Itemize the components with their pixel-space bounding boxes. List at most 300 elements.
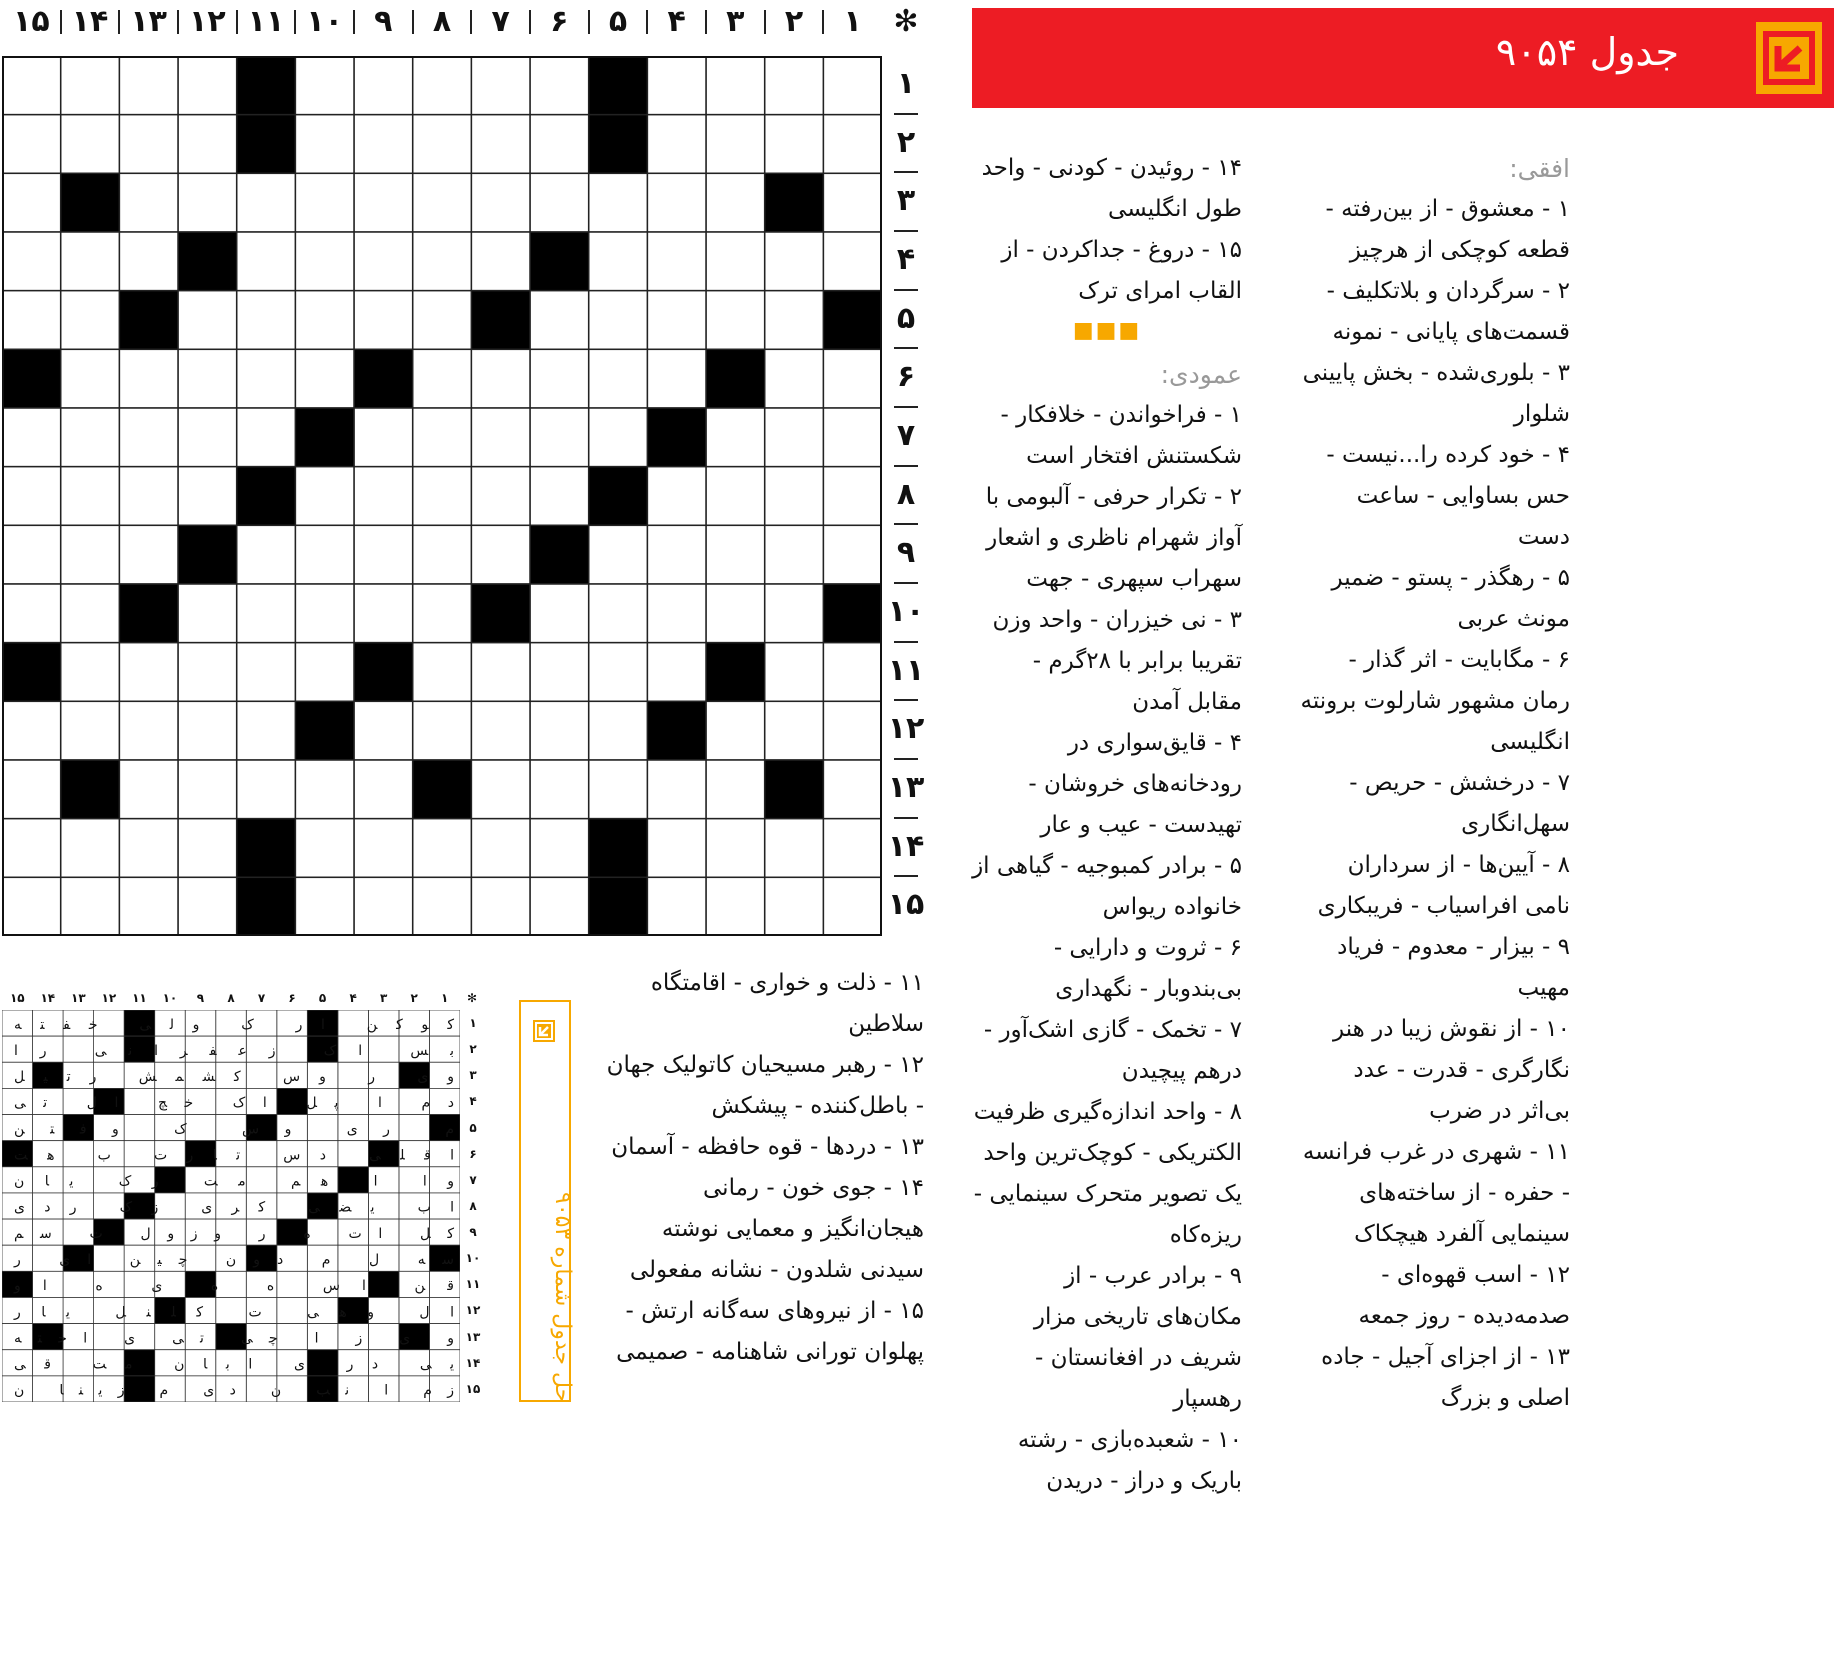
grid-cell[interactable] [295,525,354,584]
solution-cell [429,1062,460,1088]
column-number: ۱ [843,4,862,39]
grid-cell[interactable] [471,760,530,819]
grid-cell[interactable] [354,877,413,936]
grid-cell[interactable] [237,643,296,702]
solution-row-text: ال وهی ت کلنل یار [14,1304,454,1321]
solution-row-number: ۵ [469,1120,477,1135]
grid-cell[interactable] [706,701,765,760]
grid-cell[interactable] [530,173,589,232]
grid-cell[interactable] [530,349,589,408]
grid-cell[interactable] [178,877,237,936]
grid-cell[interactable] [765,584,824,643]
grid-cell[interactable] [61,525,120,584]
grid-cell[interactable] [765,877,824,936]
grid-cell[interactable] [589,408,648,467]
grid-cell[interactable] [706,467,765,526]
grid-cell[interactable] [823,525,882,584]
grid-cell[interactable] [237,173,296,232]
row-number: ۱۰ [887,594,925,629]
grid-cell[interactable] [471,349,530,408]
solution-black-cell [368,1271,399,1297]
grid-cell[interactable] [530,467,589,526]
column-number: ۱۳ [130,4,167,39]
grid-cell[interactable] [61,584,120,643]
grid-cell[interactable] [354,232,413,291]
solution-row-number: ۴ [469,1094,477,1109]
grid-cell[interactable] [530,115,589,174]
solution-row-number: ۲ [469,1042,477,1057]
clue: ۱۴ - روئیدن - کودنی - واحد طول انگلیسی [981,155,1242,222]
grid-cell[interactable] [589,701,648,760]
solution-cell [277,1193,308,1219]
grid-cell[interactable] [61,643,120,702]
solution-cell [94,1115,125,1141]
solution-black-cell [277,1088,308,1114]
black-cell [413,760,472,819]
black-cell [706,643,765,702]
grid-cell[interactable] [2,467,61,526]
grid-cell[interactable] [413,701,472,760]
grid-cell[interactable] [119,115,178,174]
solution-cell [185,1219,216,1245]
solution-cell [429,1324,460,1350]
black-cell [823,291,882,350]
solution-black-cell [246,1245,277,1271]
grid-cell[interactable] [530,584,589,643]
grid-cell[interactable] [2,173,61,232]
grid-cell[interactable] [61,115,120,174]
grid-cell[interactable] [2,760,61,819]
solution-row-text: قن اس ه ه ی ه او [13,1278,454,1295]
grid-cell[interactable] [295,584,354,643]
grid-cell[interactable] [413,819,472,878]
grid-cell[interactable] [2,701,61,760]
solution-cell [429,1036,460,1062]
clue: ۱۰ - شعبده‌بازی - رشته باریک و دراز - دریدن [1017,1427,1242,1494]
grid-cell[interactable] [178,584,237,643]
grid-cell[interactable] [706,584,765,643]
solution-row-text: کل ات ه ر وزول ت سم [14,1225,454,1242]
grid-cell[interactable] [61,56,120,115]
grid-cell[interactable] [295,173,354,232]
grid-cell[interactable] [2,56,61,115]
grid-cell[interactable] [61,701,120,760]
black-cell [530,232,589,291]
grid-cell[interactable] [119,467,178,526]
grid-cell[interactable] [530,819,589,878]
grid-cell[interactable] [706,760,765,819]
grid-cell[interactable] [178,819,237,878]
grid-cell[interactable] [823,701,882,760]
grid-cell[interactable] [471,643,530,702]
black-cell [765,760,824,819]
row-number: ۶ [896,359,916,395]
solution-row-text: اقلی دس تارت ب هت [14,1147,454,1164]
grid-cell[interactable] [471,525,530,584]
grid-cell[interactable] [119,525,178,584]
grid-cell[interactable] [706,291,765,350]
solution-cell [216,1141,247,1167]
grid-cell[interactable] [471,56,530,115]
solution-cell [216,1350,247,1376]
solution-row-number: ۶ [469,1146,477,1161]
solution-black-cell [33,1062,64,1088]
grid-cell[interactable] [413,584,472,643]
grid-cell[interactable] [471,467,530,526]
grid-cell[interactable] [354,525,413,584]
clue: ۱۵ - دروغ - جداکردن - از القاب امرای ترک [1001,237,1242,304]
grid-cell[interactable] [706,173,765,232]
solution-row-number: ۱۲ [465,1303,481,1318]
solution-cell [429,1350,460,1376]
grid-cell[interactable] [765,525,824,584]
solution-cell [63,1141,94,1167]
grid-cell[interactable] [119,760,178,819]
grid-cell[interactable] [178,643,237,702]
grid-cell[interactable] [2,291,61,350]
clue: ۱۴ - جوی خون - رمانی هیجان‌انگیز و معمایی نوشته سیدنی شلدون - نشانه مفعولی [629,1175,924,1283]
grid-cell[interactable] [354,291,413,350]
solution-cell [124,1115,155,1141]
solution-cell [338,1324,369,1350]
black-cell [237,819,296,878]
row-number: ۲ [896,124,916,160]
grid-cell[interactable] [119,643,178,702]
column-number: ۱۲ [189,4,226,39]
grid-cell[interactable] [413,877,472,936]
grid-cell[interactable] [413,291,472,350]
solution-column-numbers [2,989,484,1009]
solution-row-text: بس اک زعفرانی را [14,1042,454,1059]
grid-cell[interactable] [471,173,530,232]
grid-cell[interactable] [589,173,648,232]
grid-cell[interactable] [413,56,472,115]
grid-cell[interactable] [765,701,824,760]
grid-cell[interactable] [237,408,296,467]
grid-cell[interactable] [647,349,706,408]
grid-cell[interactable] [295,115,354,174]
puzzle-logo-icon [1756,22,1822,94]
grid-cell[interactable] [765,408,824,467]
column-number: ۱۵ [13,4,50,39]
grid-cell[interactable] [295,643,354,702]
solution-cell [277,1115,308,1141]
grid-cell[interactable] [2,115,61,174]
grid-cell[interactable] [706,819,765,878]
grid-cell[interactable] [589,349,648,408]
column-number: ۶ [550,4,569,39]
grid-cell[interactable] [237,760,296,819]
grid-cell[interactable] [647,584,706,643]
grid-cell[interactable] [647,115,706,174]
grid-cell[interactable] [530,877,589,936]
title-banner [972,8,1834,108]
grid-cell[interactable] [354,701,413,760]
grid-cell[interactable] [295,819,354,878]
grid-cell[interactable] [119,408,178,467]
row-number: ۱۴ [887,828,925,864]
black-cell [178,525,237,584]
grid-cell[interactable] [354,408,413,467]
grid-cell[interactable] [413,467,472,526]
solution-cell [338,1088,369,1114]
grid-cell[interactable] [178,115,237,174]
solution-column-number: ۱۱ [132,991,147,1005]
grid-cell[interactable] [765,643,824,702]
clue: ۷ - درخشش - حریص - سهل‌انگاری [1349,770,1570,837]
grid-cell[interactable] [237,525,296,584]
grid-cell[interactable] [530,643,589,702]
solution-row-text: کوکن ار ک ولی خفته [14,1016,454,1033]
solution-cell [246,1167,277,1193]
grid-cell[interactable] [706,408,765,467]
grid-cell[interactable] [237,701,296,760]
grid-cell[interactable] [178,349,237,408]
solution-cell [277,1010,308,1036]
grid-cell[interactable] [119,701,178,760]
grid-cell[interactable] [61,349,120,408]
clue: ۲ - تکرار حرفی - آلبومی با آواز شهرام ناظری و اشعار سهراب سپهری - جهت [985,484,1242,592]
solution-cell [368,1088,399,1114]
grid-cell[interactable] [647,643,706,702]
grid-cell[interactable] [647,232,706,291]
grid-cell[interactable] [119,173,178,232]
grid-cell[interactable] [471,115,530,174]
solution-row-number: ۱۵ [465,1381,481,1396]
grid-cell[interactable] [765,115,824,174]
grid-cell[interactable] [823,232,882,291]
solution-cell [307,1324,338,1350]
grid-cell[interactable] [61,819,120,878]
row-separator [894,582,918,584]
grid-cell[interactable] [295,291,354,350]
grid-cell[interactable] [295,877,354,936]
grid-cell[interactable] [706,115,765,174]
grid-cell[interactable] [354,173,413,232]
black-cell [589,877,648,936]
grid-cell[interactable] [530,291,589,350]
grid-cell[interactable] [178,291,237,350]
solution-row-number: ۱۴ [465,1355,481,1370]
solution-cell [63,1350,94,1376]
solution-cell [338,1141,369,1167]
grid-cell[interactable] [471,232,530,291]
grid-cell[interactable] [823,56,882,115]
grid-cell[interactable] [823,819,882,878]
grid-cell[interactable] [589,760,648,819]
grid-cell[interactable] [765,56,824,115]
clue: ۱۲ - اسب قهوه‌ای - صدمه‌دیده - روز جمعه [1358,1262,1570,1329]
grid-cell[interactable] [413,173,472,232]
grid-cell[interactable] [354,467,413,526]
solution-cell [277,1376,308,1402]
grid-cell[interactable] [2,584,61,643]
black-cell [589,56,648,115]
grid-cell[interactable] [471,701,530,760]
clue: ۹ - برادر عرب - از مکان‌های تاریخی مزار شریف در افغانستان - رهسپار [1033,1263,1242,1412]
black-cell [471,584,530,643]
grid-cell[interactable] [706,56,765,115]
grid-cell[interactable] [178,408,237,467]
grid-cell[interactable] [706,232,765,291]
grid-cell[interactable] [295,56,354,115]
grid-cell[interactable] [119,349,178,408]
grid-cell[interactable] [354,760,413,819]
clue: ۱۳ - از اجزای آجیل - جاده اصلی و بزرگ [1321,1344,1570,1411]
solution-cell [33,1010,64,1036]
grid-cell[interactable] [823,115,882,174]
grid-cell[interactable] [354,819,413,878]
grid-cell[interactable] [295,760,354,819]
column-number: ۳ [726,4,745,39]
grid-cell[interactable] [589,584,648,643]
grid-cell[interactable] [413,232,472,291]
grid-cell[interactable] [765,467,824,526]
across-clues-column [1300,148,1570,1419]
grid-cell[interactable] [295,467,354,526]
grid-cell[interactable] [413,115,472,174]
column-numbers [2,0,930,46]
grid-cell[interactable] [589,643,648,702]
grid-cell[interactable] [413,408,472,467]
row-separator [894,699,918,701]
grid-cell[interactable] [61,467,120,526]
clue: ۱۲ - رهبر مسیحیان کاتولیک جهان - باطل‌کننده - پیشکش [606,1052,924,1119]
grid-cell[interactable] [178,56,237,115]
grid-cell[interactable] [647,56,706,115]
grid-cell[interactable] [2,525,61,584]
row-separator [894,113,918,115]
column-number: ۱۰ [306,4,343,39]
grid-cell[interactable] [178,760,237,819]
black-cell [589,467,648,526]
grid-cell[interactable] [647,525,706,584]
grid-cell[interactable] [178,173,237,232]
row-number: ۹ [896,535,916,571]
solution-row-number: ۷ [469,1172,477,1187]
grid-cell[interactable] [61,408,120,467]
grid-cell[interactable] [2,408,61,467]
solution-cell [33,1115,64,1141]
grid-cell[interactable] [823,760,882,819]
grid-cell[interactable] [354,115,413,174]
grid-cell[interactable] [413,349,472,408]
grid-cell[interactable] [823,643,882,702]
grid-cell[interactable] [530,408,589,467]
grid-cell[interactable] [119,819,178,878]
grid-cell[interactable] [178,467,237,526]
solution-cell [338,1245,369,1271]
grid-cell[interactable] [119,56,178,115]
clue: ۶ - ثروت و دارایی - بی‌بندوبار - نگهداری [1053,935,1242,1002]
row-separator [894,171,918,173]
solution-cell [399,1115,430,1141]
grid-cell[interactable] [589,232,648,291]
grid-cell[interactable] [647,173,706,232]
grid-cell[interactable] [765,232,824,291]
grid-cell[interactable] [237,291,296,350]
grid-cell[interactable] [530,56,589,115]
grid-cell[interactable] [178,701,237,760]
grid-cell[interactable] [354,56,413,115]
grid-cell[interactable] [530,701,589,760]
solution-column-number: ۱۳ [71,991,86,1005]
solution-label-box [519,1000,575,1402]
down-title: عمودی: [1160,360,1242,389]
grid-cell[interactable] [823,877,882,936]
grid-cell[interactable] [471,877,530,936]
grid-cell[interactable] [647,467,706,526]
solution-row-number: ۱۱ [465,1277,481,1292]
column-number: ۴ [667,4,686,39]
grid-cell[interactable] [237,584,296,643]
grid-cell[interactable] [237,232,296,291]
grid-cell[interactable] [119,877,178,936]
grid-cell[interactable] [823,349,882,408]
grid-cell[interactable] [706,877,765,936]
row-number: ۵ [896,300,916,336]
row-separator [894,289,918,291]
clue: ۳ - نی خیزران - واحد وزن تقریبا برابر با ۲۸گرم - مقابل آمدن [992,607,1242,715]
grid-cell[interactable] [61,877,120,936]
black-cell [823,584,882,643]
grid-cell[interactable] [765,819,824,878]
clue: ۹ - بیزار - معدوم - فریاد مهیب [1337,934,1570,1001]
grid-cell[interactable] [354,584,413,643]
grid-cell[interactable] [823,173,882,232]
grid-cell[interactable] [765,349,824,408]
grid-cell[interactable] [823,467,882,526]
grid-cell[interactable] [647,877,706,936]
grid-cell[interactable] [295,232,354,291]
clue: ۷ - تخمک - گازی اشک‌آور - درهم پیچیدن [983,1017,1242,1084]
grid-cell[interactable] [471,408,530,467]
row-separator [894,465,918,467]
solution-column-number: ۱۴ [40,991,56,1005]
clue: ۴ - خود کرده را...نیست - حس بساوایی - ساعت دست [1326,442,1570,550]
grid-cell[interactable] [589,291,648,350]
section-divider-dots: ■■■ [1072,318,1142,343]
grid-cell[interactable] [823,408,882,467]
clue: ۶ - مگابایت - اثر گذار - رمان مشهور شارلوت برونته انگلیسی [1300,647,1570,755]
grid-cell[interactable] [647,819,706,878]
grid-cell[interactable] [2,819,61,878]
grid-cell[interactable] [647,760,706,819]
grid-cell[interactable] [237,349,296,408]
grid-cell[interactable] [2,877,61,936]
grid-cell[interactable] [530,760,589,819]
solution-row-text: وا ا هم مت رک یان [14,1173,454,1190]
solution-black-cell [155,1297,186,1323]
grid-cell[interactable] [413,643,472,702]
grid-cell[interactable] [647,291,706,350]
grid-cell[interactable] [706,525,765,584]
grid-cell[interactable] [471,819,530,878]
grid-cell[interactable] [413,525,472,584]
grid-cell[interactable] [765,291,824,350]
grid-cell[interactable] [295,349,354,408]
clue: ۱۰ - از نقوش زیبا در هنر نگارگری - قدرت - عدد بی‌اثر در ضرب [1333,1016,1570,1124]
black-cell [61,173,120,232]
grid-cell[interactable] [119,232,178,291]
grid-cell[interactable] [2,232,61,291]
grid-cell[interactable] [61,291,120,350]
puzzle-logo-icon [533,1020,555,1042]
solution-cell [429,1271,460,1297]
grid-cell[interactable] [589,525,648,584]
black-cell [530,525,589,584]
grid-cell[interactable] [61,232,120,291]
